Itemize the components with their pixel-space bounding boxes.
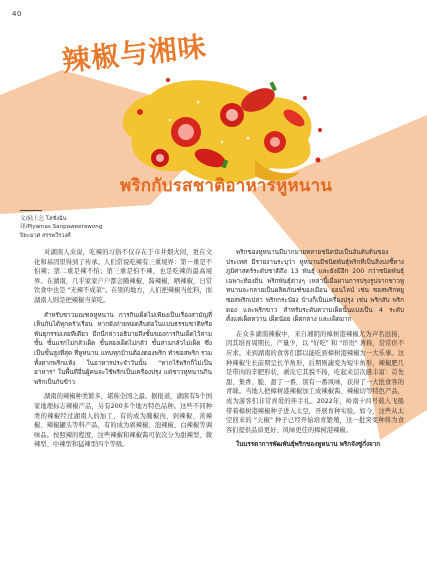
paragraph-chinese: 对湖南人来说，吃辣的习俗不仅存在于市井烟火间，更在文化和基因里得到了传承。人们常说吃辣有三重境界：第一重是不怕辣；第二重是辣不怕；第三重是怕不辣，也是吃辣的最高境界。在湖南，几乎家家户户都会腌辣椒、酱辣椒、晒辣椒，日常饮食中也是 "无辣不成菜"。在别的地方，人们把辣椒当佐料，而湖南人则是把辣椒当菜吃。 (34, 249, 212, 304)
paragraph-thai: ในบรรดาการพัฒพันธุ์พริกของหูหนาน พริกจังซู่กั่งจาก (236, 441, 381, 449)
byline-author: 文/陆上乞 โล่ซั่งฉิน (20, 215, 67, 222)
chili-fleck (303, 96, 307, 100)
chili-slice-inner (226, 109, 238, 121)
paragraph-thai: พริกของหูหนานมีมากมายหลายชนิดนับเป็นอันดับต้นของประเทศ มีรายงานระบุว่า หูหนานมีชนิดพันธุ์พริกที่เป็นสิ่งบ่งชี้ทางภูมิศาสตร์ระดับชาติถึง 13 พันธุ์ และยังมีอีก 200 กว่าชนิดพันธุ์เฉพาะท้องถิ่น พริกพันธุ์ต่างๆ เหล่านี้เมื่อผ่านการปรุงรูปจากชาวหูหนานจะกลายเป็นผลิตภัณฑ์ของเมือน ออนไลน์ เช่น ซอสพริกหยู ซอสพริกเปล่า พริกกระป๋อง บ้างก็เป็นเครื่องปรุง เช่น พริกสับ พริกดอง และพริกขาว สำหรับระดับความเผ็ดนั้นแบ่งเป็น 4 ระดับ ตั้งแต่เผ็ดหวาน เผ็ดน้อย เผ็ดกลาง และเผ็ดมาก (226, 249, 404, 324)
byline (20, 210, 125, 240)
chili-slice-inner (156, 154, 164, 162)
left-column (34, 248, 212, 455)
chili-slice-inner (178, 124, 194, 140)
thai-title: พริกกับรสชาติอาหารหูหนาน (120, 176, 333, 196)
chili-fleck (137, 109, 143, 115)
seed (221, 141, 224, 144)
seed (247, 137, 250, 140)
chinese-title: 辣椒与湘味 (60, 29, 209, 78)
seed (169, 119, 172, 122)
chili-fleck (316, 158, 321, 163)
paragraph-chinese: 在众多湖南辣椒中，来自湘阴的樟树港辣椒尤为声名远扬，因其培育周期长、产量少，以 "好吃" 和 "昂贵" 著称，常常供不应求。来到湖南的食客们都以能吃到樟树港辣椒为一大乐事。这种辣椒生长前期呈长羊角形，后期则蔬变为短牛角形，辣椒肥几是带肉的辛肥形状，剥皮它其貌不扬，吃起来层次感丰富：首先甜、集香、脆、甜了一番，别有一番风味，获得了一大批食客的青睐。当地人把樟树港辣椒加工成辣椒酱、辣椒切等特色产品，成为游客们非常喜爱的伴手礼。2022年，岭南十四号载人飞船带着樟树港辣椒种子进入太空，开展育种实验。如今，这些从太空回来的 "天椒" 种子已经开始培育繁殖，这一批突变种将为食客们提供品质更好、风味更佳的樟树港辣椒。 (226, 330, 404, 434)
page-number: 40 (12, 10, 22, 18)
chili-fleck (318, 128, 322, 132)
byline-translator-thai: ปิยะมาศ สรรพวีรวงศ์ (20, 232, 71, 239)
paragraph-chinese: 湖南的辣椒种类繁多，堪称全国之最。据报道，湖南有5个国家地理标志辣椒产品，另有200多个地方特色品种。这些不同种类的辣椒经过湖南人的加工，有的成为腌椒肉、剁辣椒、黄辣椒、辣椒罐头等科产品，有的成为剁辣椒、泡辣椒、白辣椒等调味品。按照辣的程度，这些辣椒和辣椒酱可依次分为甜辣型、微辣型、中辣型和猛辣型四个等级。 (34, 393, 212, 449)
chili-slice-inner (270, 137, 280, 147)
seed (197, 101, 200, 104)
paragraph-thai: สำหรับชาวมณฑลหูหนาน การกินเผ็ดไม่เพียงเป็นเรื่องสามัญที่เห็นกันได้ทุกครัวเรือน หากยังถ่ายทอดสืบต่อในแบบธรรมชาติหรือพันธุกรรมเลยทีเดียว มีกนี่กล่าวอธิบายถึงขั้นของการกินเผ็ดไว้สามขั้น ขั้นแรกไม่กลัวเผ็ด ขั้นสองเผ็ดไม่กลัว ขั้นสามกลัวไม่เผ็ด ซึ่งเป็นขั้นสูงที่สุด ที่หูหนาน แทบทุกบ้านต้องดองพริก ทำซอสพริก รวมทั้งตากพริกแห้ง ในอาหารประจำวันนั้น "หากไร้พริกก็ไม่เป็นอาหาร" ในพื้นที่อื่นผู้คนจะใช้พริกเป็นเครื่องปรุง แต่ชาวหูหนานกินพริกเป็นกับข้าว (34, 311, 212, 386)
byline-rule (20, 210, 42, 211)
chili-fleck (166, 78, 170, 82)
right-column (226, 248, 404, 450)
byline-translator: 译/Piyamas Sanpaweerawong (20, 224, 103, 231)
